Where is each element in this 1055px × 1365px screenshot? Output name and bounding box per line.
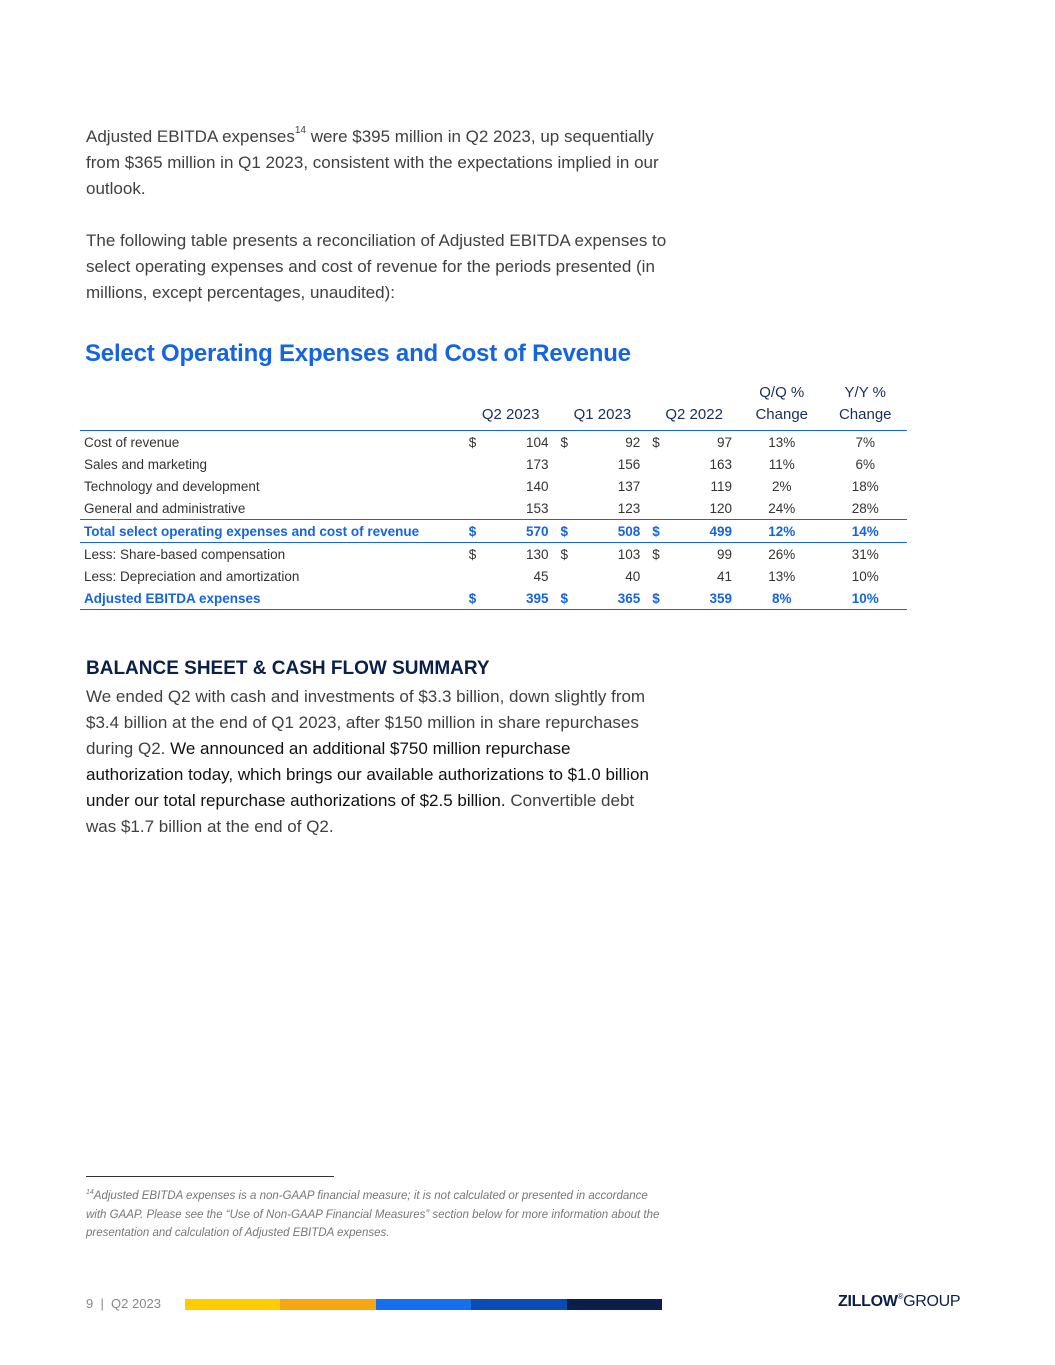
value-q2-2022: 120 (676, 497, 740, 520)
header-q2-2022: Q2 2022 (648, 382, 740, 431)
logo-zillow: ZILLOW (838, 1293, 898, 1310)
currency-q2-2023 (465, 497, 493, 520)
currency-q2-2022: $ (648, 520, 676, 543)
color-bar-segment (567, 1299, 662, 1310)
yy-change: 10% (823, 587, 907, 610)
currency-q2-2022 (648, 453, 676, 475)
qq-change: 11% (768, 456, 795, 472)
currency-q2-2022 (648, 497, 676, 520)
intro-text-start: Adjusted EBITDA expenses (86, 127, 295, 146)
currency-q2-2023 (465, 565, 493, 587)
currency-q1-2023 (557, 497, 585, 520)
header-q2-2023: Q2 2023 (465, 382, 557, 431)
currency-q2-2023: $ (465, 587, 493, 610)
header-q1-2023: Q1 2023 (557, 382, 649, 431)
value-q2-2022: 41 (716, 568, 733, 584)
balance-text-b: We announced an additional $750 million repurchase authorization today, which brings our available authorizations to $1.0 billion under our total repurchase authorizations of $2.5 billion. (86, 739, 649, 810)
currency-q2-2023: $ (465, 520, 493, 543)
currency-q1-2023: $ (557, 587, 585, 610)
qq-change: 8% (740, 587, 823, 610)
row-label: Sales and marketing (84, 456, 208, 472)
qq-change: 24% (740, 497, 823, 520)
value-q2-2023: 130 (525, 546, 549, 562)
value-q1-2023: 508 (584, 520, 648, 543)
currency-q2-2022: $ (652, 434, 660, 450)
currency-q2-2023: $ (468, 434, 477, 450)
footnote (86, 1187, 666, 1243)
balance-sheet-heading: BALANCE SHEET & CASH FLOW SUMMARY (86, 658, 490, 679)
row-label: Total select operating expenses and cost of revenue (80, 520, 465, 543)
qq-change: 26% (768, 546, 796, 562)
yy-change: 28% (823, 497, 907, 520)
currency-q2-2023 (465, 475, 493, 497)
intro-text-end: were $395 million in Q2 2023, up sequentially from $365 million in Q1 2023, consistent with the expectations implied in our outlook. (86, 127, 659, 198)
table-row (80, 565, 907, 587)
value-q2-2023: 140 (525, 478, 549, 494)
value-q2-2022: 119 (710, 478, 733, 494)
currency-q1-2023: $ (560, 434, 569, 450)
expenses-table (80, 382, 907, 610)
row-label: Technology and development (84, 478, 260, 494)
table-row (80, 520, 907, 543)
zillow-group-logo (838, 1293, 960, 1311)
value-q2-2022: 163 (709, 456, 733, 472)
intro-paragraph-2: The following table presents a reconciliation of Adjusted EBITDA expenses to select operating expenses and cost of revenue for the periods presented (in millions, except percentages, unaudited): (86, 231, 667, 302)
table-body (80, 431, 907, 610)
row-label: General and administrative (80, 497, 465, 520)
qq-change: 12% (740, 520, 823, 543)
table-row (80, 543, 907, 566)
value-q1-2023: 92 (625, 434, 641, 450)
value-q1-2023: 40 (625, 568, 641, 584)
value-q2-2023: 45 (533, 568, 549, 584)
value-q1-2023: 123 (584, 497, 648, 520)
brand-color-bar (185, 1299, 662, 1310)
value-q1-2023: 365 (584, 587, 648, 610)
header-qq-change: Q/Q % Change (740, 382, 823, 431)
value-q2-2023: 570 (492, 520, 556, 543)
currency-q2-2022 (648, 475, 676, 497)
currency-q2-2022: $ (648, 587, 676, 610)
page-number: 9 | Q2 2023 (86, 1296, 161, 1311)
value-q1-2023: 156 (617, 456, 641, 472)
table-row (80, 497, 907, 520)
value-q2-2023: 395 (492, 587, 556, 610)
yy-change: 10% (851, 568, 879, 584)
yy-change: 14% (823, 520, 907, 543)
value-q1-2023: 103 (617, 546, 641, 562)
header-yy-change: Y/Y % Change (823, 382, 907, 431)
qq-change: 13% (768, 568, 796, 584)
color-bar-segment (471, 1299, 566, 1310)
table-row (80, 453, 907, 475)
currency-q1-2023 (557, 475, 585, 497)
balance-text-a: We ended Q2 with cash and investments of $3.3 billion, down slightly from $3.4 billion at the end of Q1 2023, after $150 million in share repurchases during Q2. (86, 687, 646, 758)
logo-group: GROUP (903, 1293, 961, 1310)
currency-q1-2023 (557, 453, 585, 475)
table-header-row (80, 382, 907, 431)
value-q2-2022: 359 (676, 587, 740, 610)
row-label: Adjusted EBITDA expenses (80, 587, 465, 610)
yy-change: 6% (855, 456, 875, 472)
value-q1-2023: 137 (617, 478, 641, 494)
row-label: Cost of revenue (84, 434, 180, 450)
header-blank (80, 382, 465, 431)
currency-q1-2023: $ (557, 520, 585, 543)
currency-q1-2023: $ (560, 546, 569, 562)
qq-change: 2% (771, 478, 792, 494)
currency-q2-2022 (648, 565, 676, 587)
footnote-divider (86, 1176, 334, 1177)
footnote-ref[interactable]: 14 (294, 125, 306, 137)
balance-text-c: Convertible debt was $1.7 billion at the end of Q2. (86, 791, 635, 836)
yy-change: 7% (855, 434, 875, 450)
currency-q2-2023 (465, 453, 493, 475)
yy-change: 18% (851, 478, 879, 494)
row-label: Less: Share-based compensation (84, 546, 286, 562)
logo-registered-mark: ® (897, 1292, 904, 1301)
table-row (80, 431, 907, 454)
color-bar-segment (376, 1299, 471, 1310)
value-q2-2023: 104 (525, 434, 549, 450)
qq-change: 13% (768, 434, 796, 450)
row-label: Less: Depreciation and amortization (84, 568, 300, 584)
footnote-text: Adjusted EBITDA expenses is a non-GAAP financial measure; it is not calculated or presented in accordance with GAAP. Please see the “Use of Non-GAAP Financial Measures” section below for more information about the presentation and calculation of Adjusted EBITDA expenses. (86, 1190, 660, 1239)
value-q2-2022: 499 (676, 520, 740, 543)
color-bar-segment (280, 1299, 375, 1310)
intro-paragraph-1 (86, 124, 676, 202)
currency-q1-2023 (557, 565, 585, 587)
value-q2-2023: 153 (492, 497, 556, 520)
table-row (80, 587, 907, 610)
value-q2-2022: 97 (716, 434, 733, 450)
currency-q2-2022: $ (652, 546, 660, 562)
color-bar-segment (185, 1299, 280, 1310)
value-q2-2022: 99 (716, 546, 733, 562)
currency-q2-2023: $ (468, 546, 477, 562)
table-title: Select Operating Expenses and Cost of Revenue (85, 340, 631, 367)
yy-change: 31% (851, 546, 879, 562)
footnote-number: 14 (86, 1189, 94, 1197)
balance-sheet-paragraph (86, 684, 666, 840)
table-row (80, 475, 907, 497)
value-q2-2023: 173 (525, 456, 549, 472)
